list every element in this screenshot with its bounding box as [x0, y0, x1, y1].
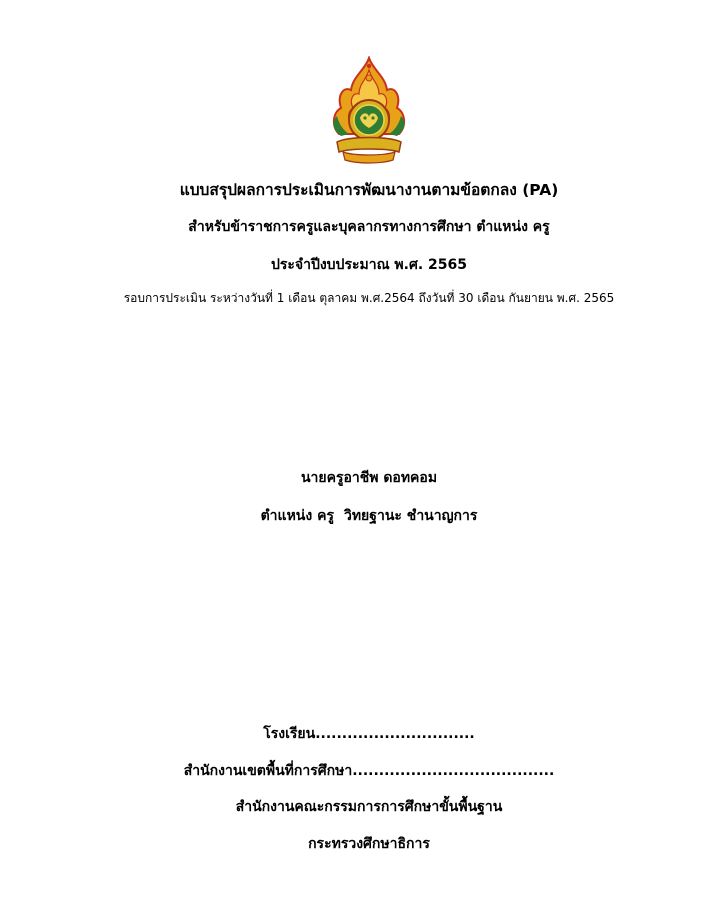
obec-emblem-icon — [329, 56, 409, 166]
position-label: ตำแหน่ง ครู — [260, 508, 334, 524]
obec-line: สำนักงานคณะกรรมการการศึกษาขั้นพื้นฐาน — [235, 799, 503, 815]
document-subtitle-target: สำหรับข้าราชการครูและบุคลากรทางการศึกษา ตำแหน่ง ครู — [188, 219, 550, 235]
evaluation-period: รอบการประเมิน ระหว่างวันที่ 1 เดือน ตุลาคม พ.ศ.2564 ถึงวันที่ 30 เดือน กันยายน พ.ศ. 2565 — [123, 291, 615, 305]
document-subtitle-fiscal-year: ประจำปีงบประมาณ พ.ศ. 2565 — [270, 257, 468, 273]
academic-rank-label: วิทยฐานะ ชำนาญการ — [343, 508, 478, 524]
teacher-name: นายครูอาชีพ ดอทคอม — [300, 470, 438, 486]
area-office-line: สำนักงานเขตพื้นที่การศึกษา...................................... — [183, 763, 555, 779]
teacher-position-line — [16, 505, 706, 527]
document-title: แบบสรุปผลการประเมินการพัฒนางานตามข้อตกลง (PA) — [179, 181, 559, 199]
ministry-line: กระทรวงศึกษาธิการ — [308, 836, 430, 852]
school-line: โรงเรียน.............................. — [263, 726, 475, 742]
